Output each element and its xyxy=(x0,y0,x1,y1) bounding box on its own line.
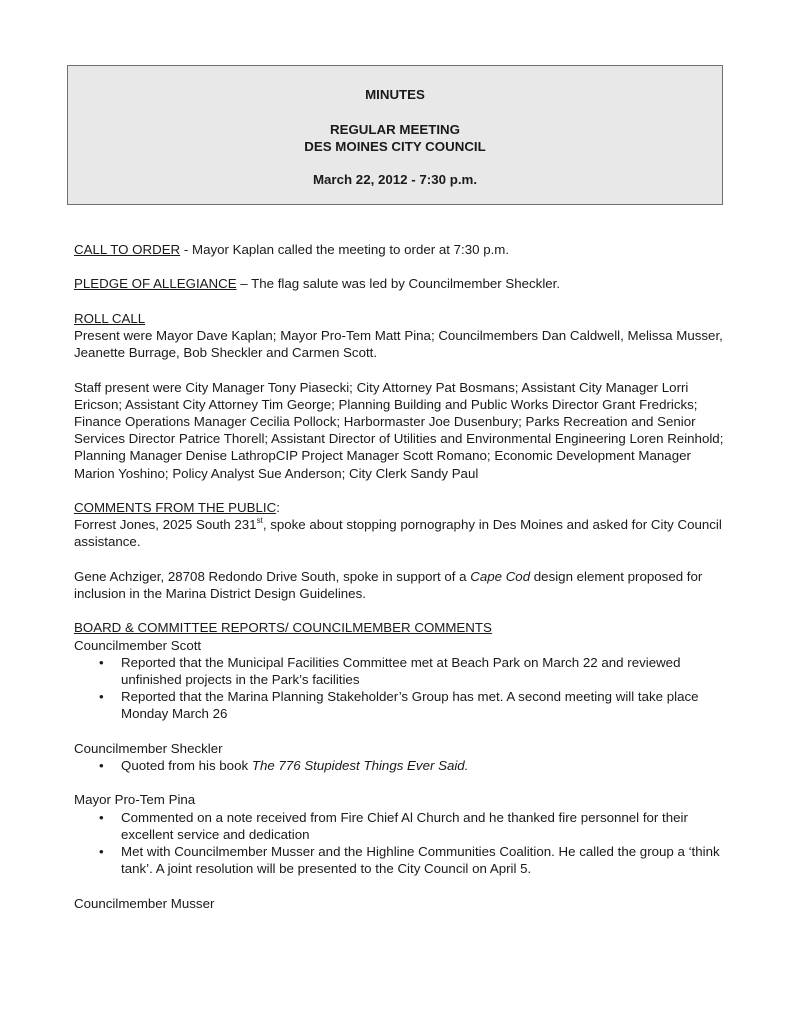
public-comments-section xyxy=(74,499,724,602)
public-comment-jones xyxy=(74,516,724,550)
item-text: Reported that the Municipal Facilities Committee met at Beach Park on March 22 and reviewed unfinished projects in the Park’s facilities xyxy=(121,654,681,687)
comment-text: , spoke about stopping pornography in Des Moines and asked for City Council assistance. xyxy=(74,517,722,550)
reporter-name: Councilmember Musser xyxy=(74,895,215,911)
list-item xyxy=(74,654,724,688)
reports-section xyxy=(74,619,724,911)
minutes-body xyxy=(74,241,724,912)
call-to-order-text: - Mayor Kaplan called the meeting to order at 7:30 p.m. xyxy=(180,242,510,257)
book-title: The 776 Stupidest Things Ever Said. xyxy=(251,757,469,773)
comment-text: Forrest Jones, 2025 South 231 xyxy=(74,517,257,533)
report-list xyxy=(74,757,724,774)
report-musser xyxy=(74,895,724,912)
document-title: MINUTES xyxy=(365,87,425,102)
public-comment-achziger xyxy=(74,568,724,602)
report-scott xyxy=(74,637,724,723)
pledge-section xyxy=(74,275,724,292)
item-text: Commented on a note received from Fire Chief Al Church and he thanked fire personnel for their excellent service and dedication xyxy=(121,809,688,842)
report-list xyxy=(74,654,724,723)
comment-text: design element proposed for inclusion in the Marina District Design Guidelines. xyxy=(74,568,703,601)
meeting-type: REGULAR MEETING xyxy=(329,122,460,137)
roll-call-present: Present were Mayor Dave Kaplan; Mayor Pro-Tem Matt Pina; Councilmembers Dan Caldwell, Melissa Musser, Jeanette Burrage, Bob Sheckler and Carmen Scott. xyxy=(74,327,723,361)
italic-term: Cape Cod xyxy=(470,568,531,584)
reporter-name: Mayor Pro-Tem Pina xyxy=(74,792,196,808)
list-item xyxy=(74,809,724,843)
reporter-name: Councilmember Scott xyxy=(74,637,202,653)
roll-call-section xyxy=(74,310,724,482)
report-list xyxy=(74,809,724,878)
report-pina xyxy=(74,791,724,877)
list-item xyxy=(74,843,724,877)
roll-call-heading: ROLL CALL xyxy=(74,310,146,326)
comment-text: Gene Achziger, 28708 Redondo Drive South, spoke in support of a xyxy=(74,568,471,584)
bullet-icon: • xyxy=(99,843,104,859)
roll-call-staff: Staff present were City Manager Tony Piasecki; City Attorney Pat Bosmans; Assistant City Manager Lorri Ericson; Assistant City Attorney Tim George; Planning Building and Public Works Director Grant Fredricks; Finance Operations Manager Cecilia Pollock; Harbormaster Joe Dusenbury; Parks Recreation and Senior Services Director Patrice Thorell; Assistant Director of Utilities and Environmental Engineering Loren Reinhold; Planning Manager Denise LathropCIP Project Manager Scott Romano; Economic Development Manager Marion Yoshino; Policy Analyst Sue Anderson; City Clerk Sandy Paul xyxy=(74,379,724,481)
ordinal-suffix: st xyxy=(256,516,263,526)
bullet-icon: • xyxy=(99,757,104,773)
meeting-date: March 22, 2012 - 7:30 p.m. xyxy=(312,172,478,187)
list-item xyxy=(74,757,724,774)
document-header xyxy=(67,65,723,205)
item-text: Reported that the Marina Planning Stakeholder’s Group has met. A second meeting will take place Monday March 26 xyxy=(121,689,699,722)
bullet-icon: • xyxy=(99,689,104,705)
heading-colon: : xyxy=(276,499,280,515)
reports-heading: BOARD & COMMITTEE REPORTS/ COUNCILMEMBER COMMENTS xyxy=(74,620,492,636)
report-sheckler xyxy=(74,740,724,774)
call-to-order-section xyxy=(74,241,724,258)
item-text: Quoted from his book xyxy=(121,757,252,773)
call-to-order-heading: CALL TO ORDER xyxy=(74,242,181,257)
bullet-icon: • xyxy=(99,809,104,825)
item-text: Met with Councilmember Musser and the Highline Communities Coalition. He called the group a ‘think tank’. A joint resolution will be presented to the City Council on April 5. xyxy=(121,843,720,877)
pledge-heading: PLEDGE OF ALLEGIANCE xyxy=(74,276,237,292)
public-comments-heading-line xyxy=(74,499,724,516)
list-item xyxy=(74,688,724,722)
council-name: DES MOINES CITY COUNCIL xyxy=(304,139,486,154)
bullet-icon: • xyxy=(99,654,104,670)
reporter-name: Councilmember Sheckler xyxy=(74,740,223,756)
public-comments-heading: COMMENTS FROM THE PUBLIC xyxy=(74,499,277,515)
meeting-info xyxy=(68,121,722,155)
pledge-text: – The flag salute was led by Councilmember Sheckler. xyxy=(236,276,561,292)
